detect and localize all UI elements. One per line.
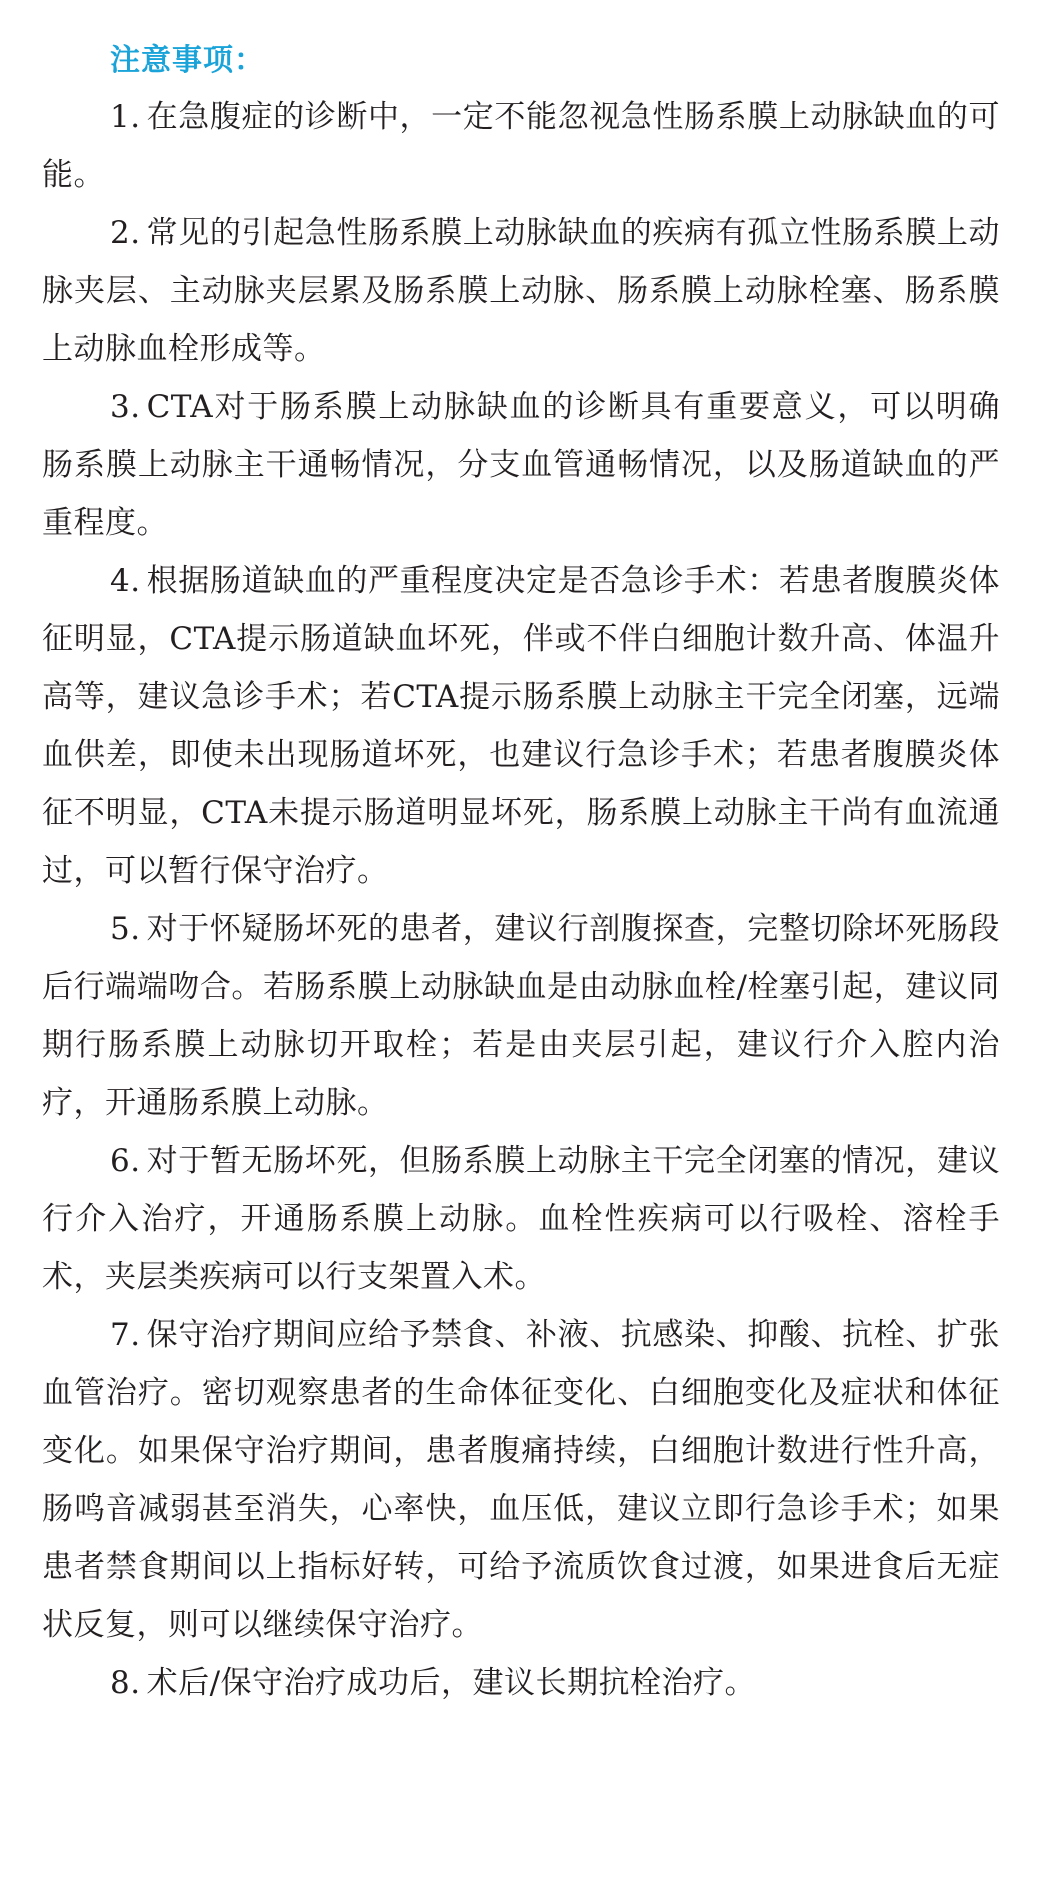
note-text: 根据肠道缺血的严重程度决定是否急诊手术：若患者腹膜炎体征明显，CTA提示肠道缺血坏死，伴或不伴白细胞计数升高、体温升高等，建议急诊手术；若CTA提示肠系膜上动脉主干完全闭塞，远端血供差，即使未出现肠道坏死，也建议行急诊手术；若患者腹膜炎体征不明显，CTA未提示肠道明显坏死，肠系膜上动脉主干尚有血流通过，可以暂行保守治疗。 [42, 563, 1000, 889]
note-item [42, 1654, 1000, 1712]
note-number: 8. [110, 1665, 141, 1701]
note-number: 5. [110, 911, 141, 947]
note-text: CTA对于肠系膜上动脉缺血的诊断具有重要意义，可以明确肠系膜上动脉主干通畅情况，分支血管通畅情况，以及肠道缺血的严重程度。 [42, 389, 1000, 541]
note-text: 常见的引起急性肠系膜上动脉缺血的疾病有孤立性肠系膜上动脉夹层、主动脉夹层累及肠系膜上动脉、肠系膜上动脉栓塞、肠系膜上动脉血栓形成等。 [42, 215, 1000, 367]
note-number: 1. [110, 99, 141, 135]
note-text: 对于暂无肠坏死，但肠系膜上动脉主干完全闭塞的情况，建议行介入治疗，开通肠系膜上动脉。血栓性疾病可以行吸栓、溶栓手术，夹层类疾病可以行支架置入术。 [42, 1143, 1000, 1295]
note-item [42, 378, 1000, 552]
note-number: 4. [110, 563, 141, 599]
note-number: 6. [110, 1143, 141, 1179]
note-item [42, 1132, 1000, 1306]
note-text: 术后/保守治疗成功后，建议长期抗栓治疗。 [146, 1665, 757, 1701]
note-item [42, 204, 1000, 378]
note-text: 在急腹症的诊断中，一定不能忽视急性肠系膜上动脉缺血的可能。 [42, 99, 1000, 193]
note-item [42, 1306, 1000, 1654]
note-number: 3. [110, 389, 141, 425]
note-number: 2. [110, 215, 141, 251]
note-number: 7. [110, 1317, 141, 1353]
note-item [42, 552, 1000, 900]
note-item [42, 900, 1000, 1132]
section-heading: 注意事项： [110, 43, 265, 78]
document-page [42, 38, 1000, 1712]
note-text: 保守治疗期间应给予禁食、补液、抗感染、抑酸、抗栓、扩张血管治疗。密切观察患者的生命体征变化、白细胞变化及症状和体征变化。如果保守治疗期间，患者腹痛持续，白细胞计数进行性升高，肠鸣音减弱甚至消失，心率快，血压低，建议立即行急诊手术；如果患者禁食期间以上指标好转，可给予流质饮食过渡，如果进食后无症状反复，则可以继续保守治疗。 [42, 1317, 1000, 1643]
note-text: 对于怀疑肠坏死的患者，建议行剖腹探查，完整切除坏死肠段后行端端吻合。若肠系膜上动脉缺血是由动脉血栓/栓塞引起，建议同期行肠系膜上动脉切开取栓；若是由夹层引起，建议行介入腔内治疗，开通肠系膜上动脉。 [42, 911, 1000, 1121]
note-item [42, 88, 1000, 204]
